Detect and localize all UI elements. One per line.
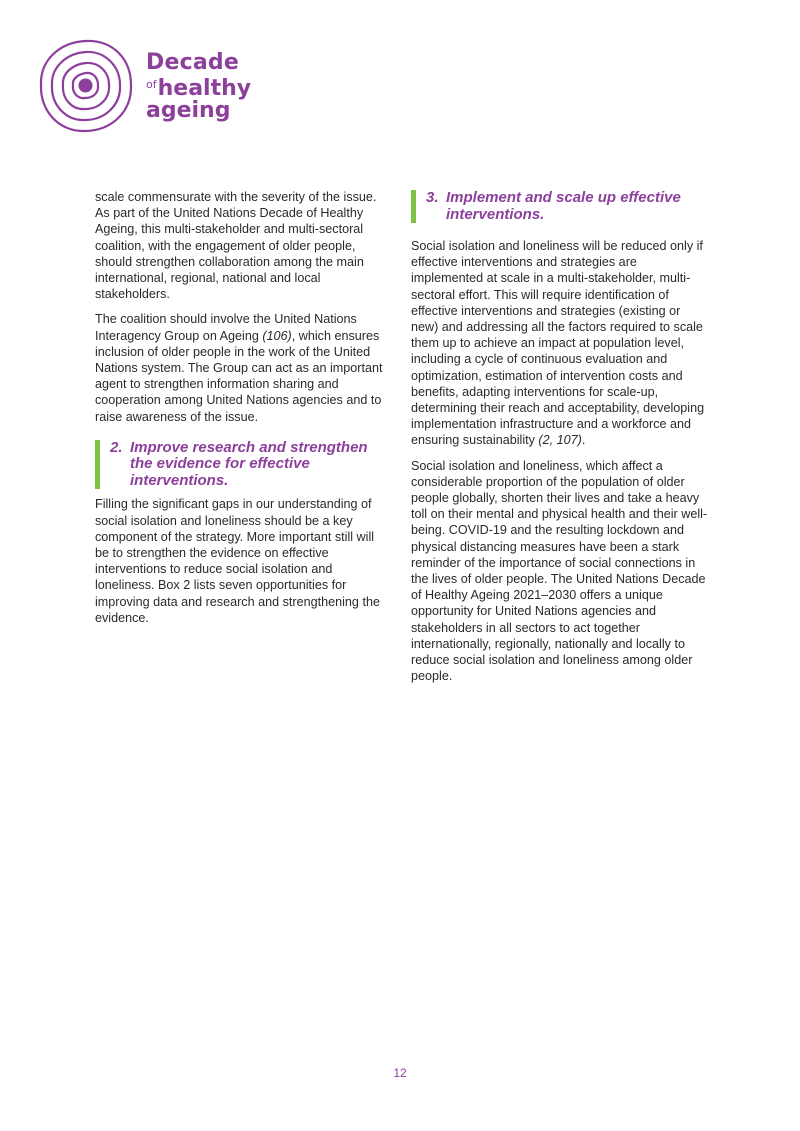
section-heading-3: [411, 190, 711, 223]
logo-line-ageing: ageing: [146, 98, 231, 123]
paragraph-conclusion: Social isolation and loneliness, which affect a considerable proportion of the population of older people globally, shorten their lives and take a heavy toll on their mental and physical health and their well-being. COVID-19 and the resulting lockdown and physical distancing measures have been a stark reminder of the importance of social connections in the lives of older people. The United Nations Decade of Healthy Ageing 2021–2030 offers a unique opportunity for United Nations agencies and stakeholders in all sectors to act together internationally, regionally, nationally and locally to reduce social isolation and loneliness among older people.: [411, 458, 708, 684]
heading-accent-bar: [95, 440, 100, 490]
heading-accent-bar: [411, 190, 416, 223]
paragraph-text: .: [581, 433, 586, 448]
paragraph-coalition-scale: scale commensurate with the severity of the issue. As part of the United Nations Decade of Healthy Ageing, this multi-stakeholder and multi-sectoral coalition, with the engagement of older people, should strengthen collaboration among the main international, regional, national and local stakeholders.: [95, 190, 377, 302]
concentric-rings-icon: [38, 38, 134, 134]
left-column: [95, 189, 391, 635]
logo-wordmark: [146, 52, 251, 122]
logo-line-decade: Decade: [146, 50, 239, 75]
logo-line-healthy: [146, 74, 251, 100]
logo-of: of: [146, 78, 157, 91]
citation-ref: (106): [262, 328, 292, 343]
paragraph-text: , which ensures inclusion of older people in the work of the United Nations system. The Group can act as an important agent to strengthen information sharing and cooperation among United Nations agencies and to raise awareness of the issue.: [95, 328, 383, 424]
paragraph-research: Filling the significant gaps in our understanding of social isolation and loneliness should be a key component of the strategy. More important still will be to strengthen the evidence on effective interventions to reduce social isolation and loneliness. Box 2 lists seven opportunities for improving data and research and strengthening the evidence.: [95, 497, 380, 625]
heading-number: 2.: [110, 438, 123, 456]
logo-healthy: healthy: [157, 76, 252, 101]
heading-text: Implement and scale up effective interventions.: [446, 189, 681, 223]
page-number: 12: [393, 1066, 407, 1080]
paragraph-text: Social isolation and loneliness will be reduced only if effective interventions and strategies are implemented at scale in a multi-stakeholder, multi-sectoral effort. This will require identification of effective interventions and strategies (existing or new) and addressing all the factors required to scale them up to achieve an impact at population level, including a cycle of continuous evaluation and optimization, estimation of intervention costs and benefits, adapting interventions for scale-up, determining their reach and acceptability, developing implementation infrastructure and a workforce and ensuring sustainability: [411, 239, 705, 448]
citation-ref: (2, 107): [538, 433, 582, 448]
heading-number: 3.: [426, 189, 439, 206]
decade-logo: [38, 38, 278, 138]
paragraph-coalition-involve: [95, 311, 391, 424]
paragraph-text: The coalition should involve the United Nations Interagency Group on Ageing: [95, 312, 357, 343]
right-column: [411, 190, 711, 693]
paragraph-implement: [411, 238, 711, 449]
section-heading-2: [95, 440, 391, 490]
heading-text: Improve research and strengthen the evidence for effective interventions.: [130, 438, 368, 489]
